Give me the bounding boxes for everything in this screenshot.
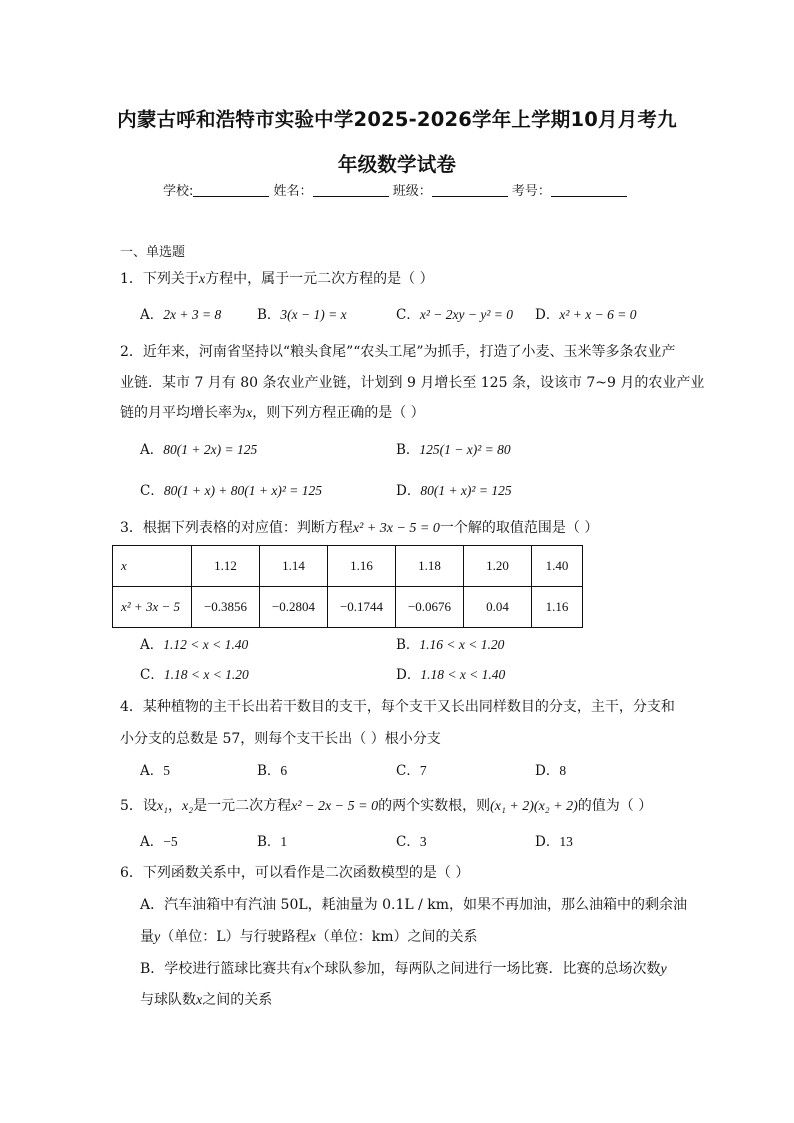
question-4-option-d: D．8 [535,763,567,779]
school-label: 学校: [163,184,194,199]
question-2-option-c: C．80(1 + x) + 80(1 + x)² = 125 [140,483,323,499]
name-label: 姓名： [273,184,313,199]
question-1-option-b: B．3(x − 1) = x [257,307,347,323]
question-3-option-c: C．1.18 < x < 1.20 [140,667,249,683]
table-row [113,587,583,628]
question-4-line1: 4．某种植物的主干长出若干数目的支干，每个支干又长出同样数目的分支，主干，分支和 [120,699,675,715]
question-5-stem: 5．设x₁，x₂是一元二次方程x² − 2x − 5 = 0的两个实数根，则(x₁ + 2)(x₂ + 2)的值为（ ） [120,798,653,814]
question-3-option-d: D．1.18 < x < 1.40 [396,667,506,683]
question-3-stem: 3．根据下列表格的对应值：判断方程x² + 3x − 5 = 0一个解的取值范围是（ ） [120,520,599,536]
question-2-line2: 业链．某市 7 月有 80 条农业产业链，计划到 9 月增长至 125 条，设该市 7~9 月的农业产业 [120,375,705,391]
question-2-line1: 2．近年来，河南省坚持以“粮头食尾”“农头工尾”为抓手，打造了小麦、玉米等多条农业产 [120,344,676,360]
table-cell: 1.40 [532,546,583,587]
exam-title-line2: 年级数学试卷 [337,153,457,176]
table-cell: −0.0676 [396,587,464,628]
table-cell: −0.3856 [192,587,260,628]
table-row [113,546,583,587]
school-blank [193,183,269,197]
question-6-option-a-line1: A．汽车油箱中有汽油 50L，耗油量为 0.1L / km，如果不再加油，那么油箱中的剩余油 [140,897,688,913]
question-5-option-b: B．1 [257,834,288,850]
section-heading: 一、单选题 [120,245,186,260]
question-6-option-a-line2: 量y（单位：L）与行驶路程x（单位：km）之间的关系 [140,929,478,945]
question-1-stem: 1．下列关于x方程中，属于一元二次方程的是（ ） [120,271,434,287]
question-2-option-b: B．125(1 − x)² = 80 [396,442,511,458]
question-1-option-d: D．x² + x − 6 = 0 [535,307,637,323]
question-5-option-a: A．−5 [140,834,178,850]
question-4-option-b: B．6 [257,763,288,779]
question-6-option-b-line1: B．学校进行篮球比赛共有x个球队参加，每两队之间进行一场比赛．比赛的总场次数y [140,961,667,977]
question-3-option-b: B．1.16 < x < 1.20 [396,637,505,653]
table-cell: −0.2804 [260,587,328,628]
table-cell: x [113,546,192,587]
table-cell: 1.20 [464,546,532,587]
question-2-line3: 链的月平均增长率为x，则下列方程正确的是（ ） [120,405,425,421]
name-blank [313,183,389,197]
class-blank [432,183,508,197]
table-cell: 1.14 [260,546,328,587]
table-cell: 1.16 [532,587,583,628]
class-label: 班级： [392,184,432,199]
table-cell: 1.12 [192,546,260,587]
exam-title-line1: 内蒙古呼和浩特市实验中学2025-2026学年上学期10月月考九 [117,108,677,131]
values-table [112,545,583,628]
question-1-option-c: C．x² − 2xy − y² = 0 [396,307,513,323]
table-cell: 1.18 [396,546,464,587]
question-2-option-a: A．80(1 + 2x) = 125 [140,442,258,458]
exam-number-label: 考号： [511,184,551,199]
table-cell: 1.16 [328,546,396,587]
question-3-option-a: A．1.12 < x < 1.40 [140,637,249,653]
question-5-option-c: C．3 [396,834,427,850]
question-6-stem: 6．下列函数关系中，可以看作是二次函数模型的是（ ） [120,865,470,881]
table-cell: −0.1744 [328,587,396,628]
question-4-line2: 小分支的总数是 57，则每个支干长出（ ）根小分支 [120,731,441,747]
question-2-option-d: D．80(1 + x)² = 125 [396,483,512,499]
question-4-option-a: A．5 [140,763,170,779]
student-info-fields [163,180,627,199]
question-1-option-a: A．2x + 3 = 8 [140,307,222,323]
table-cell: x² + 3x − 5 [113,587,192,628]
exam-number-blank [551,183,627,197]
question-5-option-d: D．13 [535,834,573,850]
question-4-option-c: C．7 [396,763,427,779]
question-6-option-b-line2: 与球队数x之间的关系 [140,992,273,1008]
table-cell: 0.04 [464,587,532,628]
